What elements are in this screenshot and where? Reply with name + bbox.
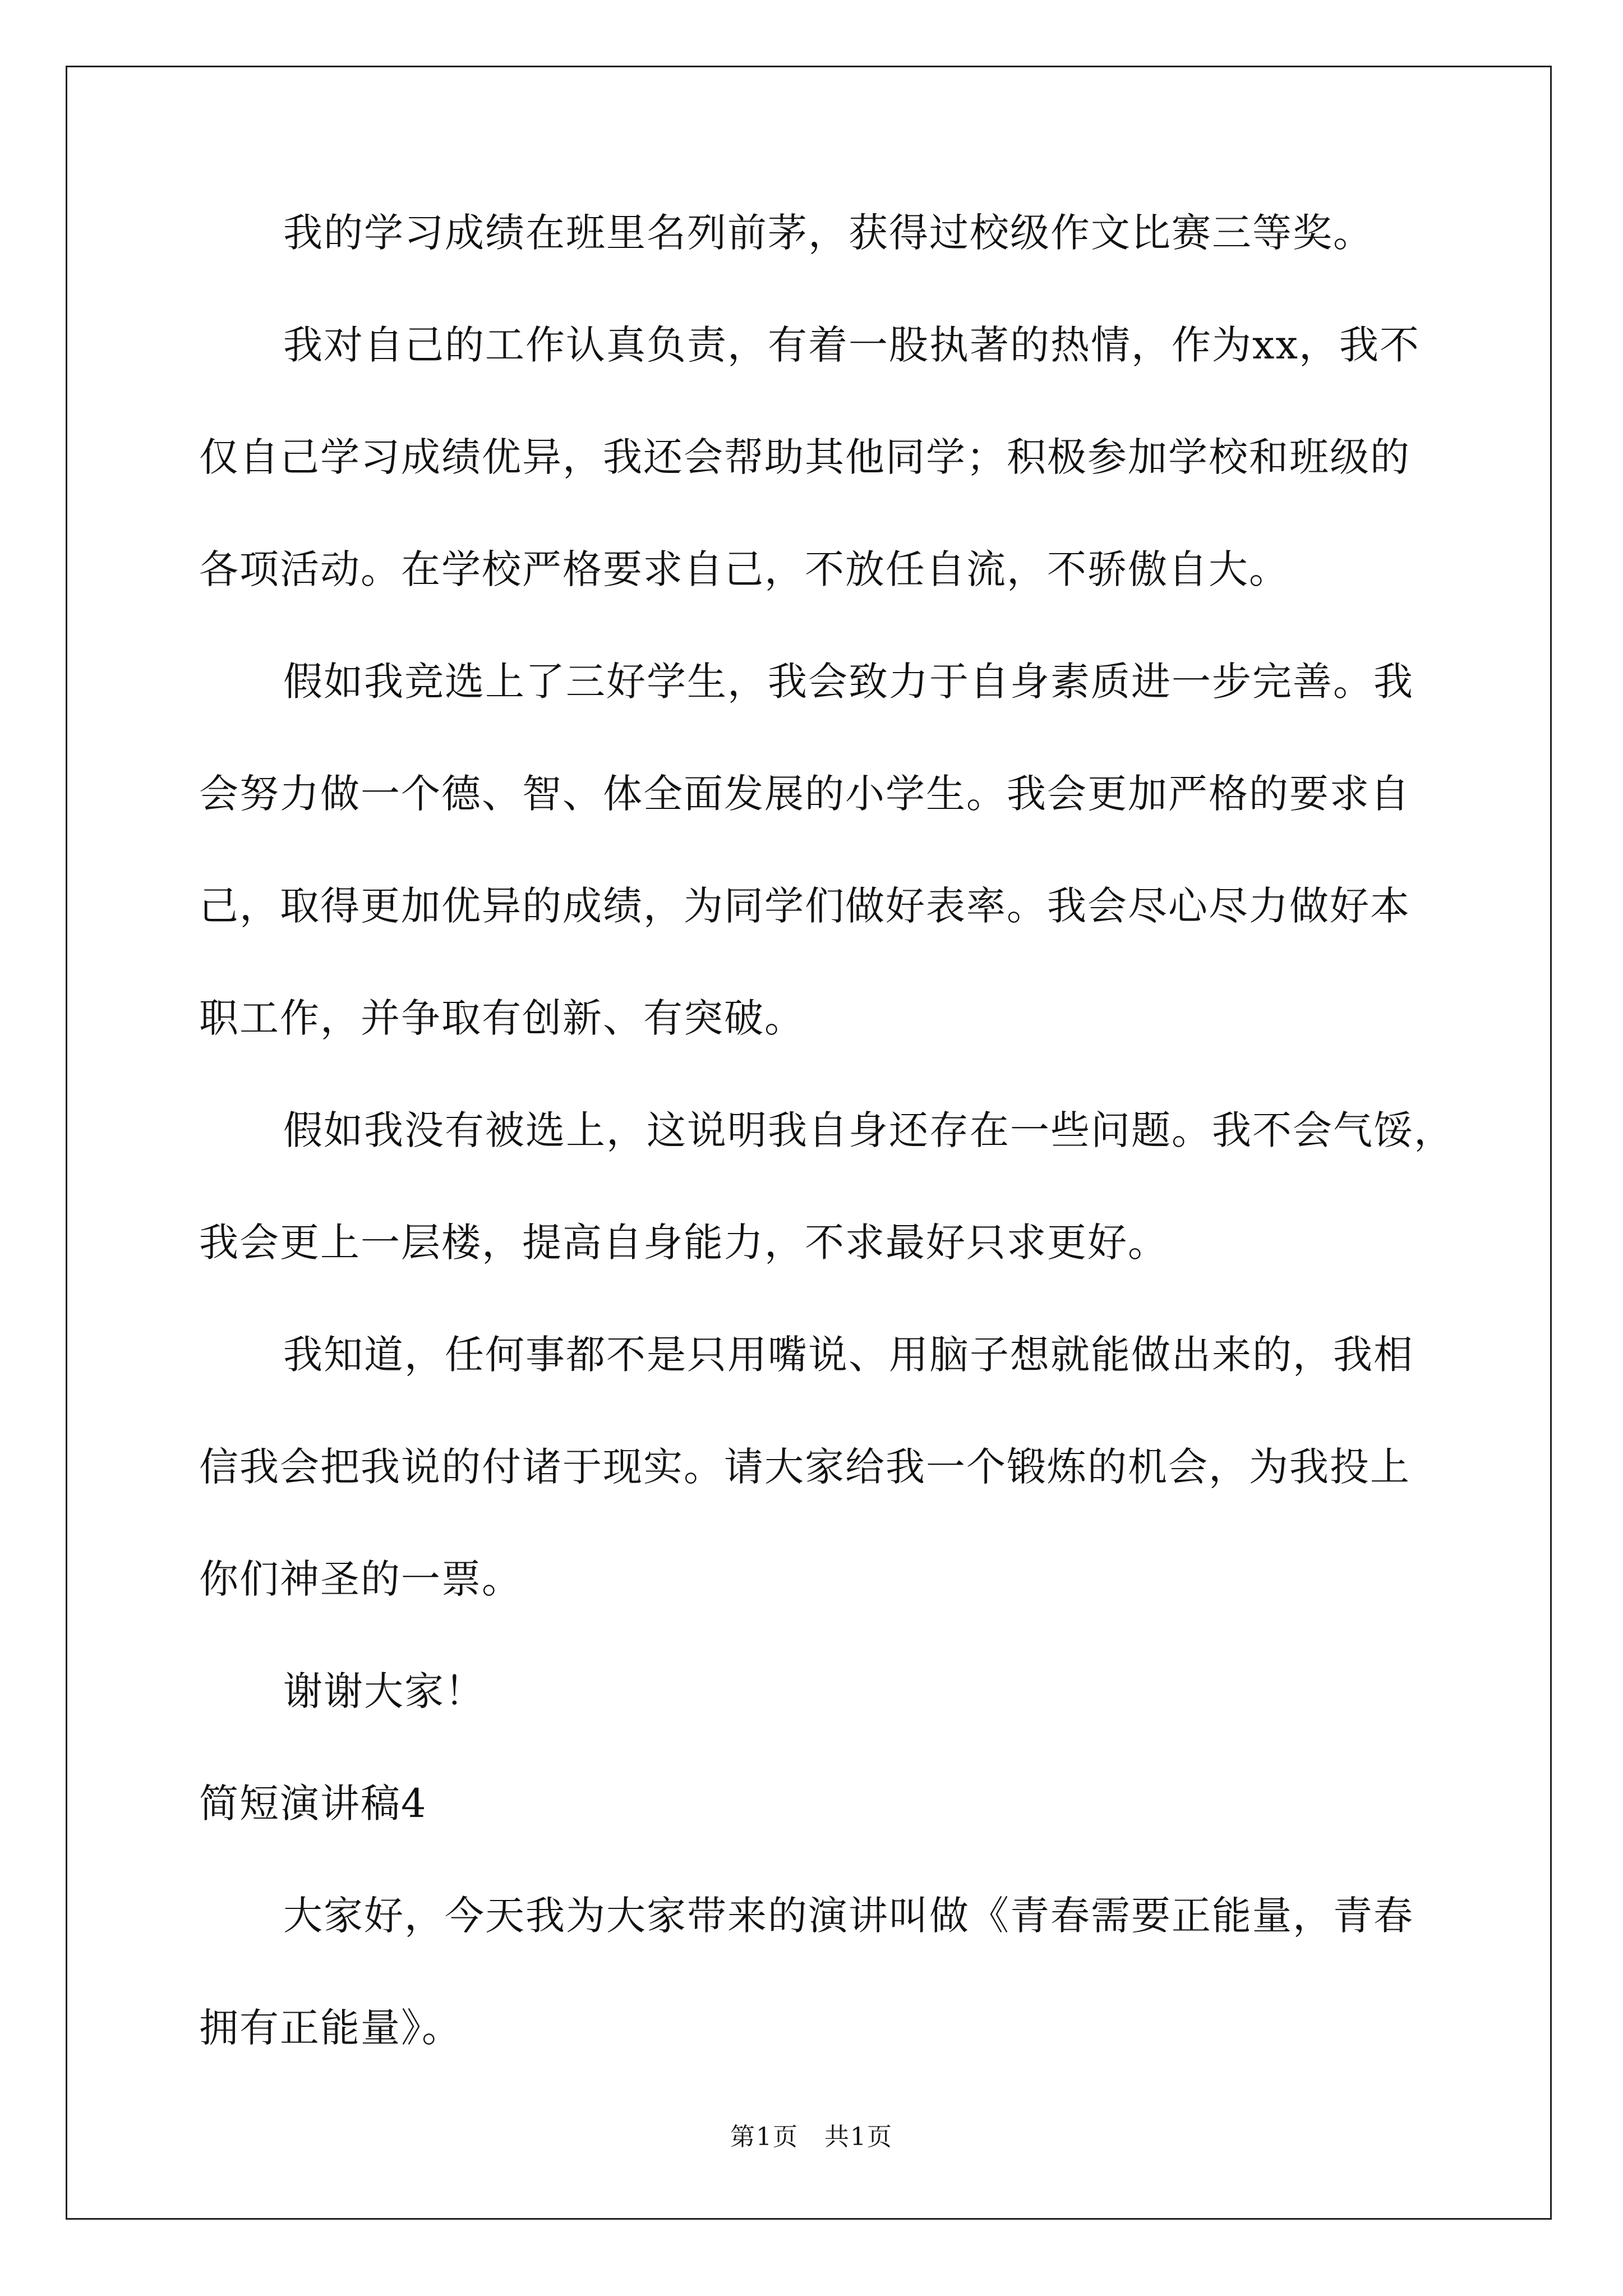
paragraph-line: 你们神圣的一票。 (199, 1556, 522, 1602)
paragraph-line: 我的学习成绩在班里名列前茅，获得过校级作文比赛三等奖。 (283, 210, 1373, 256)
paragraph-line: 己，取得更加优异的成绩，为同学们做好表率。我会尽心尽力做好本 (199, 883, 1410, 929)
paragraph-line: 仅自己学习成绩优异，我还会帮助其他同学；积极参加学校和班级的 (199, 434, 1410, 480)
paragraph-line: 各项活动。在学校严格要求自己，不放任自流，不骄傲自大。 (199, 546, 1289, 592)
paragraph-line: 我知道，任何事都不是只用嘴说、用脑子想就能做出来的，我相 (283, 1332, 1414, 1378)
paragraph-line: 大家好，今天我为大家带来的演讲叫做《青春需要正能量，青春 (283, 1893, 1414, 1939)
paragraph-line: 假如我竞选上了三好学生，我会致力于自身素质进一步完善。我 (283, 659, 1414, 705)
paragraph-line: 我会更上一层楼，提高自身能力，不求最好只求更好。 (199, 1220, 1168, 1266)
paragraph-line: 我对自己的工作认真负责，有着一股执著的热情，作为xx，我不 (283, 322, 1420, 368)
paragraph-line: 拥有正能量》。 (199, 2005, 462, 2051)
page-number: 第1页 共1页 (730, 2123, 893, 2151)
paragraph-line: 信我会把我说的付诸于现实。请大家给我一个锻炼的机会，为我投上 (199, 1444, 1410, 1490)
paragraph-line: 职工作，并争取有创新、有突破。 (199, 995, 805, 1041)
section-heading: 简短演讲稿4 (199, 1780, 427, 1826)
paragraph-line: 谢谢大家！ (283, 1668, 485, 1714)
paragraph-line: 假如我没有被选上，这说明我自身还存在一些问题。我不会气馁， (283, 1107, 1454, 1153)
paragraph-line: 会努力做一个德、智、体全面发展的小学生。我会更加严格的要求自 (199, 771, 1410, 817)
